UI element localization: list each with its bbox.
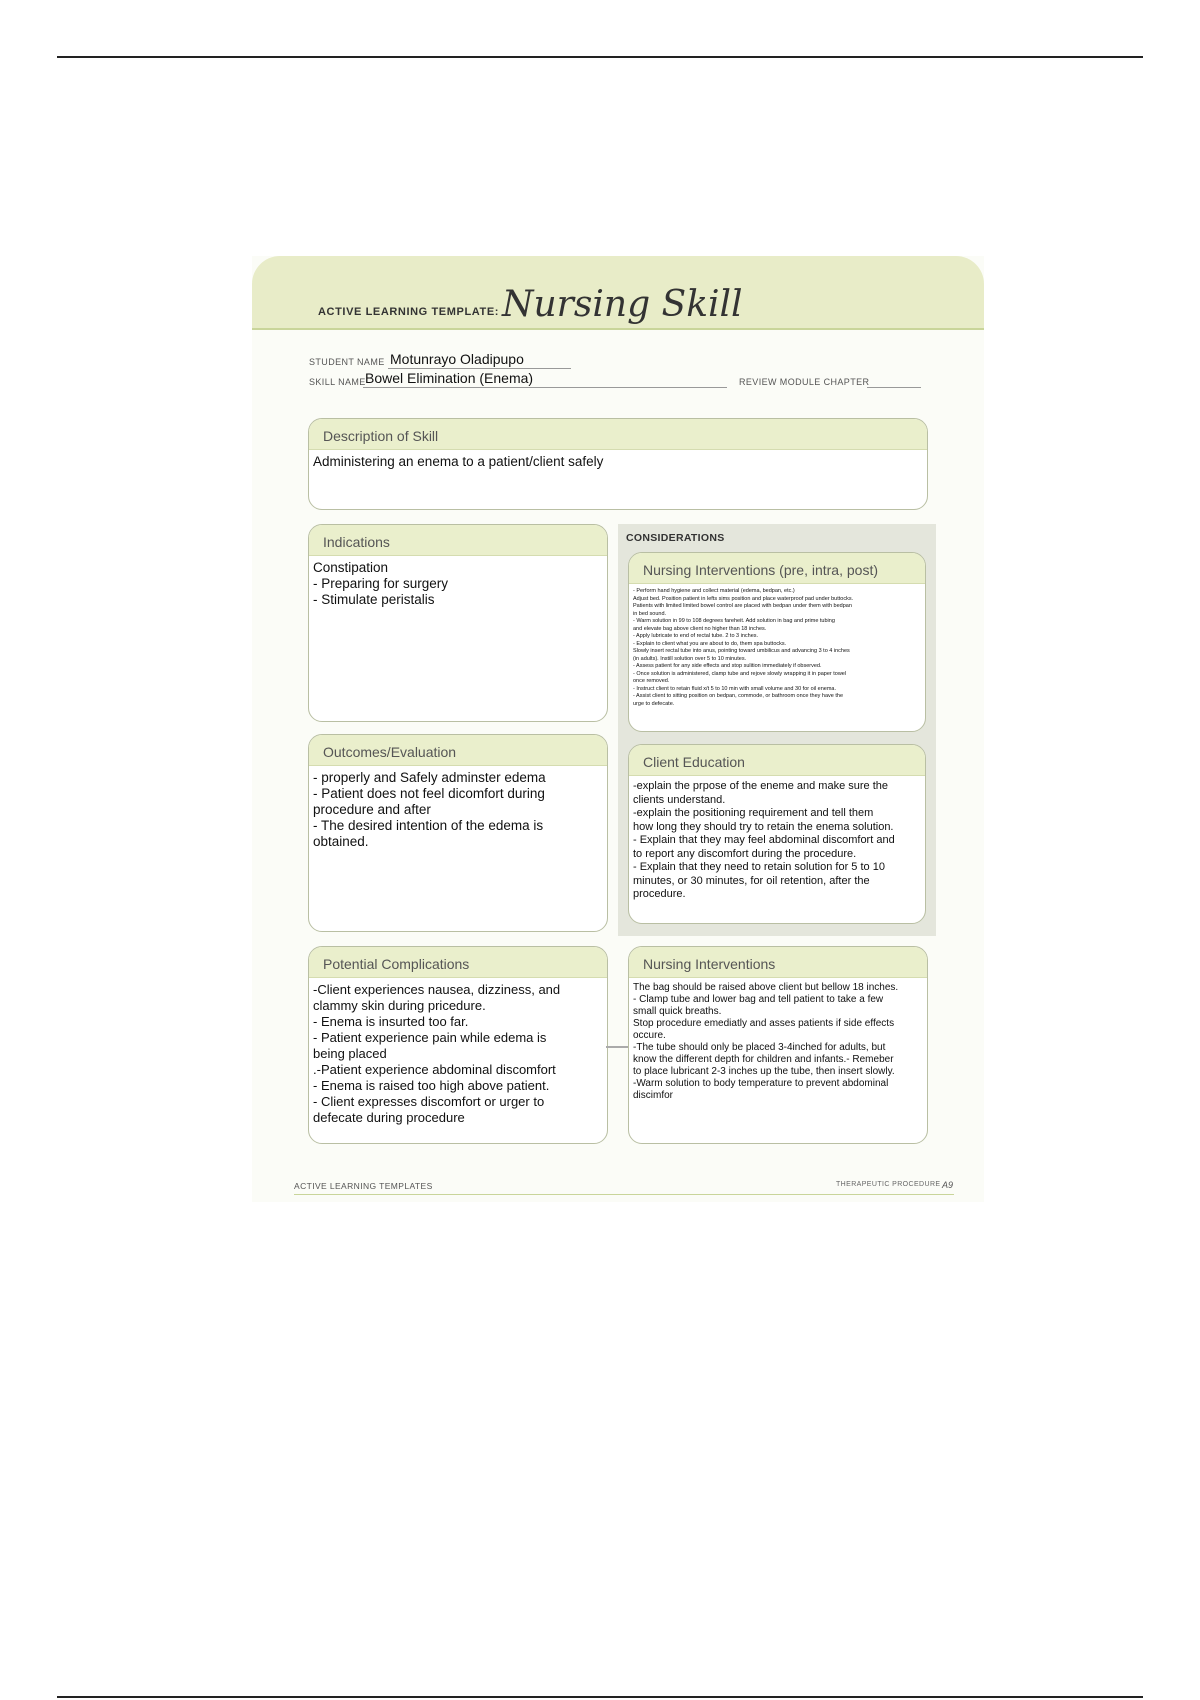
pip-line: and elevate bag above client no higher than 18 inches.	[633, 625, 767, 632]
interventions-pip-body	[629, 584, 925, 712]
pip-line: - Once solution is administered, clamp tube and rejove slowly wrapping it in paper towel	[633, 670, 847, 677]
review-module-label: REVIEW MODULE CHAPTER	[739, 377, 870, 387]
intervention-line: Stop procedure emediatly and asses patients if side effects	[633, 1018, 895, 1029]
complication-line: - Enema is raised too high above patient.	[313, 1078, 550, 1093]
skill-name-underline	[363, 387, 727, 388]
indications-body	[309, 556, 607, 612]
pip-line: - Perform hand hygiene and collect material (edema, bedpan, etc.)	[633, 588, 795, 594]
intervention-line: occure.	[633, 1030, 666, 1041]
page-top-rule	[57, 56, 1143, 58]
education-line: how long they should try to retain the enema solution.	[633, 820, 894, 833]
template-sheet	[252, 256, 984, 1202]
student-name-label: STUDENT NAME	[309, 357, 385, 367]
pip-line: Slowly insert rectal tube into anus, pointing toward umbilicus and advancing 3 to 4 inches	[633, 648, 850, 654]
indications-heading: Indications	[309, 525, 607, 556]
footer-procedure-label: THERAPEUTIC PROCEDURE	[836, 1181, 941, 1188]
template-header	[252, 256, 984, 330]
outcome-line: procedure and after	[313, 802, 431, 817]
complication-line: clammy skin during pricedure.	[313, 998, 486, 1013]
education-line: procedure.	[633, 888, 686, 900]
indication-line: - Stimulate peristalis	[313, 592, 435, 607]
outcomes-body	[309, 766, 607, 854]
complication-line: being placed	[313, 1046, 387, 1061]
indication-line: Constipation	[313, 560, 389, 575]
intervention-line: -The tube should only be placed 3-4inched for adults, but	[633, 1042, 886, 1053]
complication-line: - Patient experience pain while edema is	[313, 1030, 547, 1045]
description-heading: Description of Skill	[309, 419, 927, 450]
student-name-underline	[388, 368, 571, 369]
box-connector	[606, 1046, 628, 1048]
intervention-line: to place lubricant 2-3 inches up the tube, then insert slowly.	[633, 1066, 895, 1077]
complication-line: - Client expresses discomfort or urger to	[313, 1094, 545, 1109]
client-education-heading: Client Education	[629, 745, 925, 776]
pip-line: once removed.	[633, 678, 670, 684]
skill-name-value: Bowel Elimination (Enema)	[365, 370, 534, 386]
pip-line: urge to defecate.	[633, 700, 675, 707]
pip-line: - Assess patient for any side effects and stop sulition immediately if observed.	[633, 663, 822, 669]
skill-name-label: SKILL NAME	[309, 377, 366, 387]
complications-body	[309, 978, 607, 1130]
client-education-body	[629, 776, 925, 906]
outcomes-box	[308, 734, 608, 932]
outcome-line: - Patient does not feel dicomfort during	[313, 786, 545, 801]
pip-line: Patients with limited limited bowel control are placed with bedpan under them with bedpan	[633, 603, 852, 609]
outcome-line: - The desired intention of the edema is	[313, 818, 544, 833]
footer-rule	[294, 1194, 954, 1195]
considerations-panel	[618, 524, 936, 936]
complications-heading: Potential Complications	[309, 947, 607, 978]
intervention-line: - Clamp tube and lower bag and tell patient to take a few	[633, 994, 884, 1005]
education-line: minutes, or 30 minutes, for oil retention, after the	[633, 874, 870, 887]
nursing-interventions-box	[628, 946, 928, 1144]
nursing-interventions-body	[629, 978, 927, 1106]
pip-line: - Explain to client what you are about to do, them spa buttocks.	[633, 640, 787, 647]
description-text: Administering an enema to a patient/client safely	[313, 454, 604, 469]
template-title: Nursing Skill	[502, 284, 743, 325]
complication-line: .-Patient experience abdominal discomfort	[313, 1062, 556, 1077]
intervention-line: -Warm solution to body temperature to prevent abdominal	[633, 1078, 889, 1089]
outcomes-heading: Outcomes/Evaluation	[309, 735, 607, 766]
review-module-underline	[867, 387, 921, 388]
complication-line: - Enema is insurted too far.	[313, 1014, 469, 1029]
education-line: - Explain that they need to retain solution for 5 to 10	[633, 861, 885, 873]
page-bottom-rule	[57, 1696, 1143, 1698]
pip-line: (in adults). Instill solution over 5 to 10 minutes.	[633, 655, 747, 662]
education-line: - Explain that they may feel abdominal discomfort and	[633, 834, 895, 846]
description-box	[308, 418, 928, 510]
pip-line: - Apply lubricate to end of rectal tube. 2 to 3 inches.	[633, 633, 759, 639]
outcome-line: - properly and Safely adminster edema	[313, 770, 546, 785]
template-label: ACTIVE LEARNING TEMPLATE:	[318, 306, 500, 318]
intervention-line: small quick breaths.	[633, 1006, 722, 1017]
education-line: -explain the prpose of the eneme and make sure the	[633, 780, 888, 792]
complication-line: defecate during procedure	[313, 1110, 465, 1125]
footer-page-number: A9	[942, 1180, 954, 1190]
pip-line: - Warm solution in 99 to 108 degrees fareheit. Add solution in bag and prime tubing	[633, 618, 835, 624]
education-line: -explain the positioning requirement and tell them	[633, 807, 874, 819]
pip-line: Adjust bed. Position patient in lefts sims position and place waterproof pad under buttocks.	[633, 595, 854, 602]
intervention-line: The bag should be raised above client but bellow 18 inches.	[633, 982, 899, 993]
pip-line: in bed sound.	[633, 610, 667, 617]
complications-box	[308, 946, 608, 1144]
indications-box	[308, 524, 608, 722]
student-name-value: Motunrayo Oladipupo	[390, 351, 524, 367]
intervention-line: discimfor	[633, 1090, 674, 1101]
client-education-box	[628, 744, 926, 924]
outcome-line: obtained.	[313, 834, 369, 849]
education-line: to report any discomfort during the procedure.	[633, 847, 857, 860]
indication-line: - Preparing for surgery	[313, 576, 449, 591]
footer-templates-label: ACTIVE LEARNING TEMPLATES	[294, 1181, 433, 1191]
intervention-line: know the different depth for children and infants.- Remeber	[633, 1054, 894, 1065]
complication-line: -Client experiences nausea, dizziness, and	[313, 982, 561, 997]
education-line: clients understand.	[633, 793, 726, 806]
nursing-interventions-heading: Nursing Interventions	[629, 947, 927, 978]
interventions-pip-box	[628, 552, 926, 732]
pip-line: - Instruct client to retain fluid x/t 5 to 10 min with small volume and 30 for oil enema.	[633, 685, 836, 692]
pip-line: - Assist client to sitting position on bedpan, commode, or bathroom once they have the	[633, 693, 844, 699]
considerations-label: CONSIDERATIONS	[626, 532, 725, 544]
interventions-pip-heading: Nursing Interventions (pre, intra, post)	[629, 553, 925, 584]
